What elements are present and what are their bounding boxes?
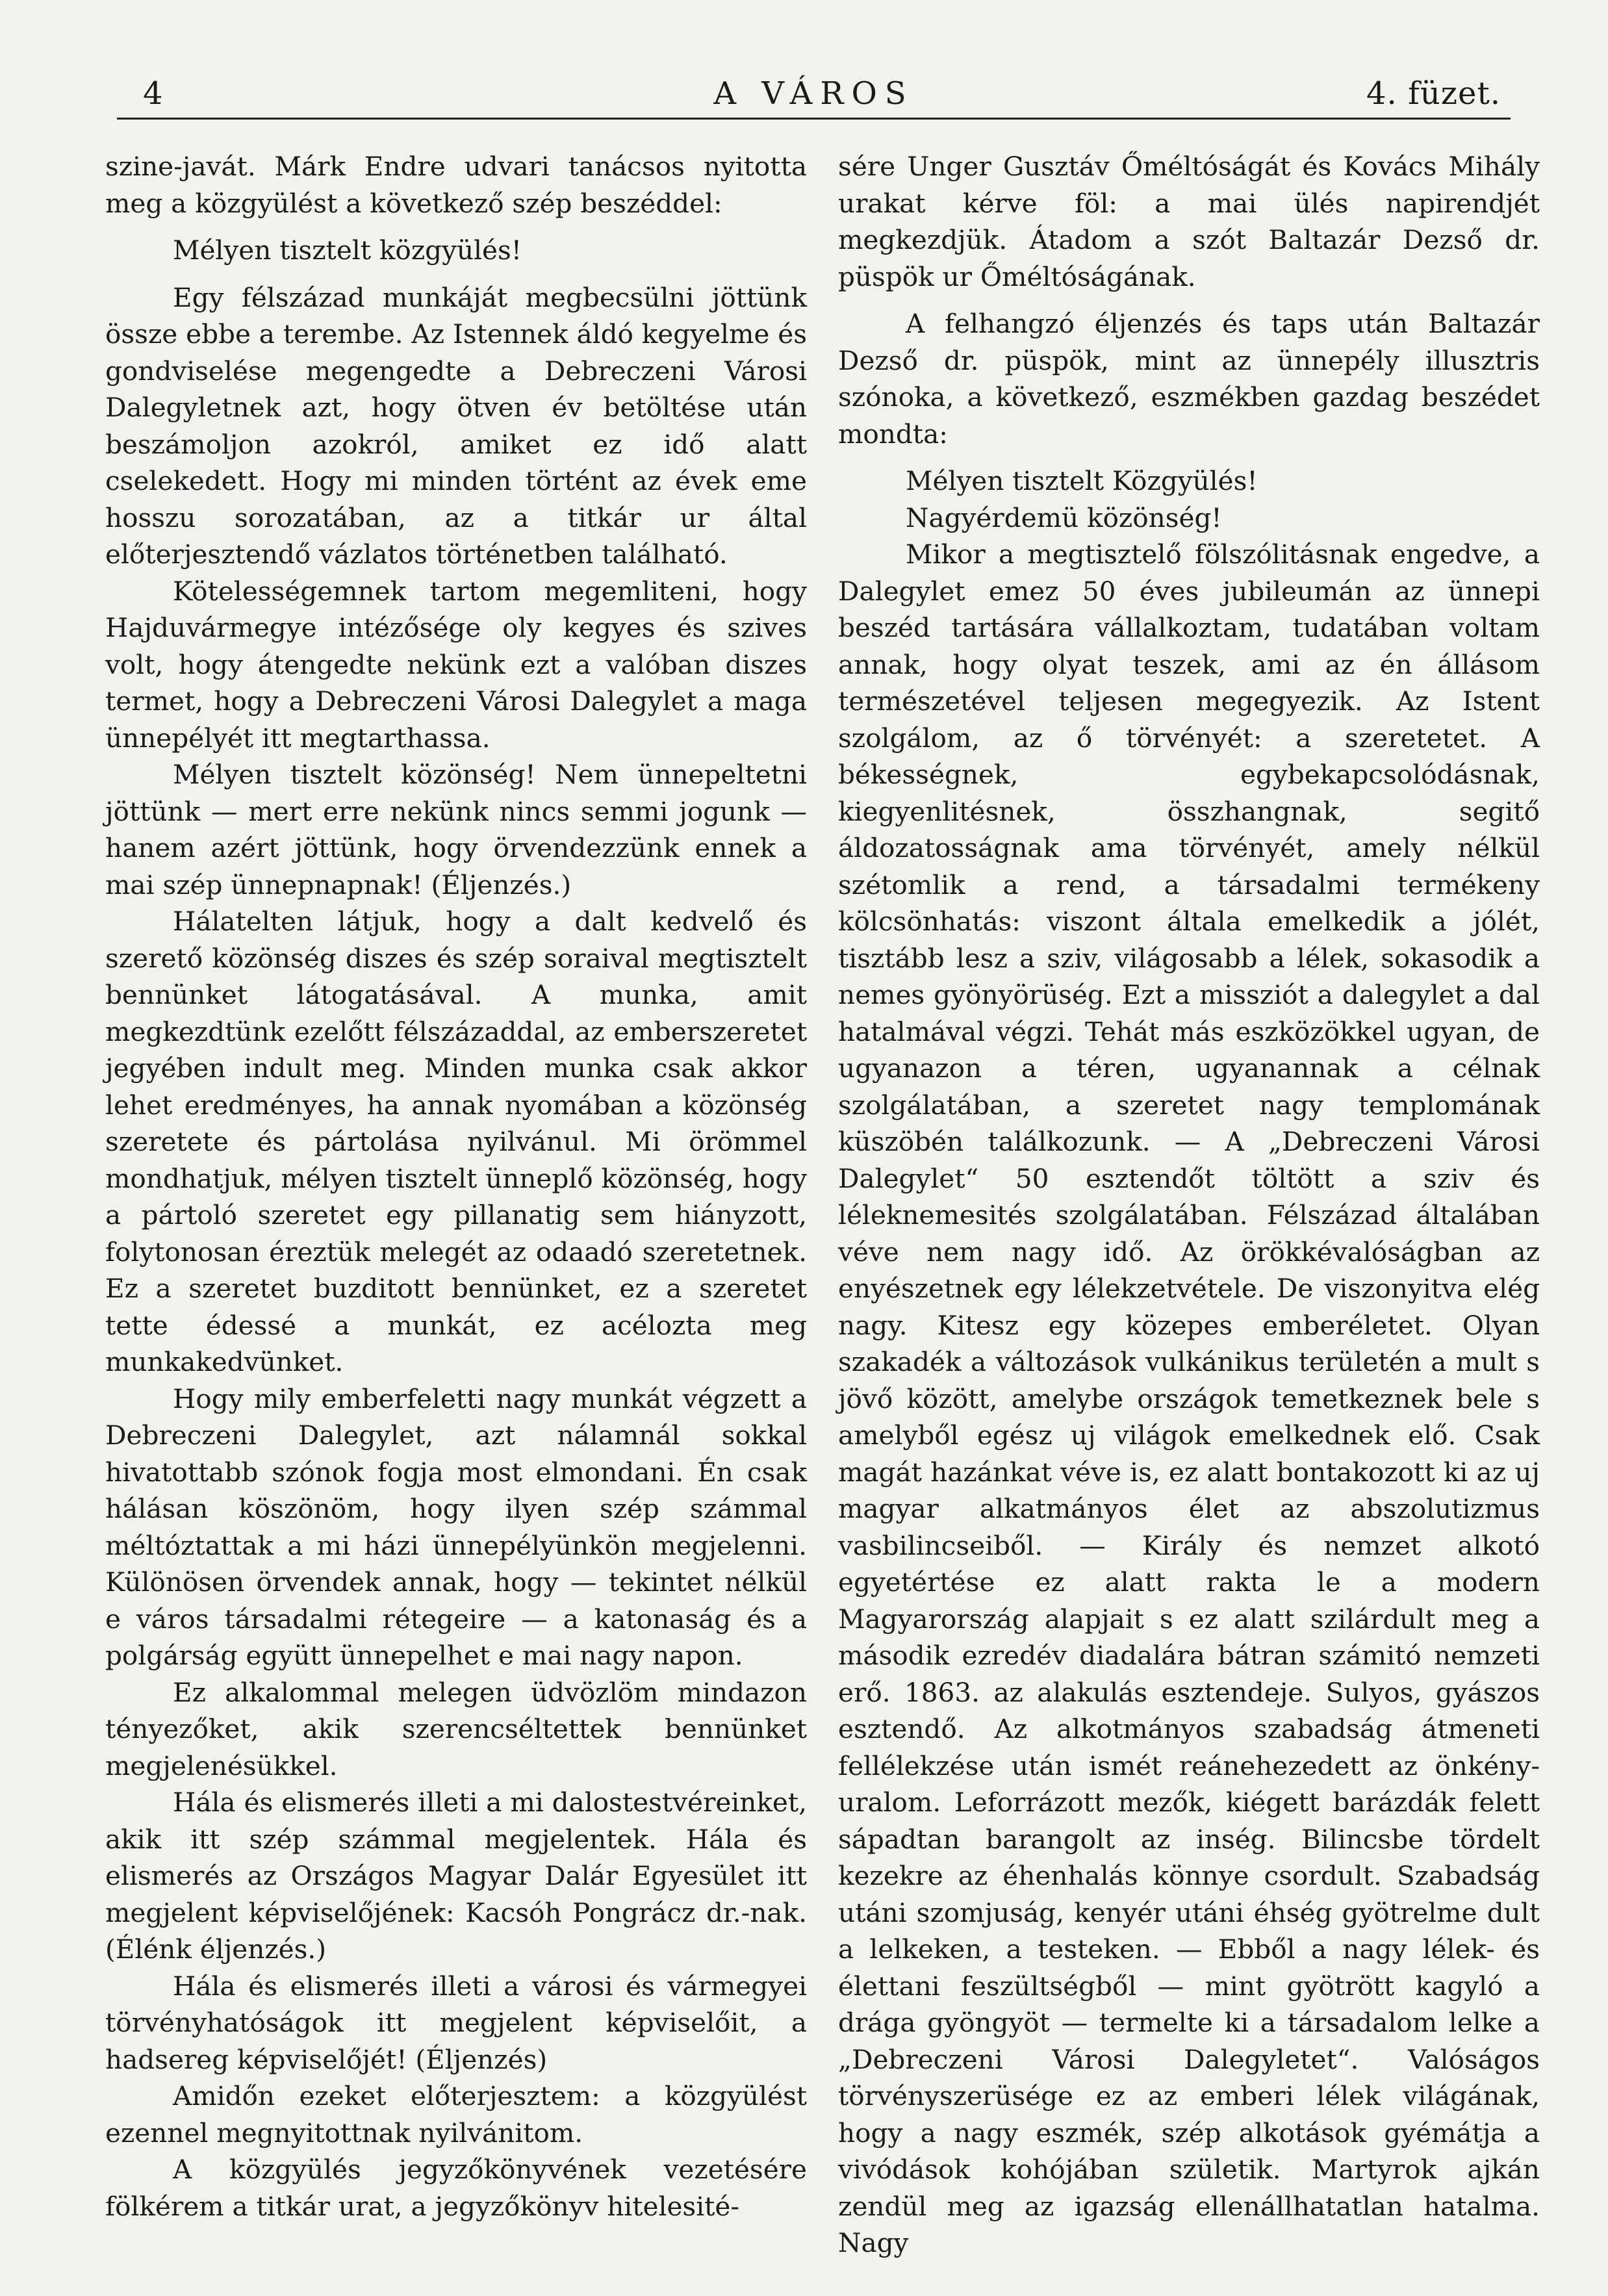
salutation: Mélyen tisztelt közgyülés! [173,235,522,266]
right-column [838,148,1540,2262]
paragraph: Hála és elismerés illeti a mi dalostestvéreinket, akik itt szép számmal megjelentek. Hála és elismerés az Országos Magyar Dalár Egyesület itt megjelent képviselőjének: Kacsóh Pongrácz dr.-nak. (Élénk éljenzés.) [105,1787,807,1965]
page-number: 4 [143,75,164,112]
paragraph: Mélyen tisztelt közönség! Nem ünnepeltetni jöttünk — mert erre nekünk nincs semmi jogunk — hanem azért jöttünk, hogy örvendezzünk ennek a mai szép ünnepnapnak! (Éljenzés.) [105,759,807,900]
header-rule [117,118,1511,120]
left-column [105,148,807,2225]
paragraph: Egy félszázad munkáját megbecsülni jöttünk össze ebbe a terembe. Az Istennek áldó kegyelme és gondviselése megengedte a Debreczeni Városi Dalegyletnek azt, hogy ötven év betöltése után beszámoljon azokról, amiket ez idő alatt cselekedett. Hogy mi minden történt az évek eme hosszu sorozatában, az a titkár ur által előterjesztendő vázlatos történetben található. [105,281,807,570]
paragraph: Hogy mily emberfeletti nagy munkát végzett a Debreczeni Dalegylet, azt nálamnál sokkal hivatottabb szónok fogja most elmondani. Én csak hálásan köszönöm, hogy ilyen szép számmal méltóztattak a mi házi ünnepélyünkön megjelenni. Különösen örvendek annak, hogy — tekintet nélkül e város társadalmi rétegeire — a katonaság és a polgárság együtt ünnepelhet e mai nagy napon. [105,1383,807,1671]
paragraph: Ez alkalommal melegen üdvözlöm mindazon tényezőket, akik szerencséltettek bennünket megjelenésükkel. [105,1676,807,1781]
paragraph: A felhangzó éljenzés és taps után Baltazár Dezső dr. püspök, mint az ünnepély illusztris szónoka, a következő, eszmékben gazdag beszédet mondta: [838,308,1540,450]
paragraph: A közgyülés jegyzőkönyvének vezetésére fölkérem a titkár urat, a jegyzőkönyv hitelesité- [105,2154,807,2222]
running-header [117,73,1511,125]
salutation: Mélyen tisztelt Közgyülés! [906,465,1258,496]
issue-label: 4. füzet. [1366,75,1501,112]
paragraph: Hálatelten látjuk, hogy a dalt kedvelő és szerető közönség diszes és szép soraival megtisztelt bennünket látogatásával. A munka, amit megkezdtünk ezelőtt félszázaddal, az emberszeretet jegyében indult meg. Minden munka csak akkor lehet eredményes, ha annak nyomában a közönség szeretete és pártolása nyilvánul. Mi örömmel mondhatjuk, mélyen tisztelt ünneplő közönség, hogy a pártoló szeretet egy pillanatig sem hiányzott, folytonosan éreztük melegét az odaadó szeretetnek. Ez a szeretet buzditott bennünket, ez a szeretet tette édessé a munkát, ez acélozta meg munkakedvünket. [105,906,807,1377]
paragraph: Mikor a megtisztelő fölszólitásnak engedve, a Dalegylet emez 50 éves jubileumán az ünnepi beszéd tartására vállalkoztam, tudatában voltam annak, hogy olyat teszek, ami az én állásom természetével teljesen megegyezik. Az Istent szolgálom, az ő törvényét: a szeretetet. A békességnek, egybekapcsolódásnak, kiegyenlitésnek, összhangnak, segitő áldozatosságnak ama törvényét, amely nélkül szétomlik a rend, a társadalmi termékeny kölcsönhatás: viszont általa emelkedik a jólét, tisztább lesz a sziv, világosabb a lélek, sokasodik a nemes gyönyörüség. Ezt a missziót a dalegylet a dal hatalmával végzi. Tehát más eszközökkel ugyan, de ugyanazon a téren, ugyanannak a célnak szolgálatában, a szeretet nagy templomának küszöbén találkozunk. — A „Debreczeni Városi Dalegylet“ 50 esztendőt töltött a sziv és léleknemesités szolgálatában. Félszázad általában véve nem nagy idő. Az örökkévalóságban az enyészetnek egy lélekzetvétele. De viszonyitva elég nagy. Kitesz egy közepes emberéletet. Olyan szakadék a változások vulkánikus területén a mult s jövő között, amelybe országok temetkeznek bele s amelyből egész uj világok emelkednek elő. Csak magát hazánkat véve is, ez alatt bontakozott ki az uj magyar alkatmányos élet az abszolutizmus vasbilincseiből. — Király és nemzet alkotó egyetértése ez alatt rakta le a modern Magyarország alapjait s ez alatt szilárdult meg a második ezredév diadalára bátran számitó nemzeti erő. 1863. az alakulás esztendeje. Sulyos, gyászos esztendő. Az alkotmányos szabadság átmeneti fellélekzése után ismét reánehezedett az önkény-uralom. Leforrázott mezők, kiégett barázdák felett sápadtan barangolt az inség. Bilincsbe tördelt kezekre az éhenhalás könnye csordult. Szabadság utáni szomjuság, kenyér utáni éhség gyötrelme dult a lelkeken, a testeken. — Ebből a nagy lélek- és élettani feszültségből — mint gyötrött kagyló a drága gyöngyöt — termelte ki a társadalom lelke a „Debreczeni Városi Dalegyletet“. Valóságos törvényszerüsége ez az emberi lélek világának, hogy a nagy eszmék, szép alkotások gyémátja a vivódások kohójában születik. Martyrok ajkán zendül meg az igazság ellenállhatatlan hatalma. Nagy [838,539,1540,2258]
paragraph: Kötelességemnek tartom megemliteni, hogy Hajduvármegye intézősége oly kegyes és szives volt, hogy átengedte nekünk ezt a valóban diszes termet, hogy a Debreczeni Városi Dalegylet a maga ünnepélyét itt megtarthassa. [105,575,807,754]
paragraph: sére Unger Gusztáv Őméltóságát és Kovács Mihály urakat kérve föl: a mai ülés napirendjét megkezdjük. Átadom a szót Baltazár Dezső dr. püspök ur Őméltóságának. [838,151,1540,292]
salutation: Nagyérdemü közönség! [906,502,1222,533]
paragraph: Hála és elismerés illeti a városi és vármegyei törvényhatóságok itt megjelent képviselőit, a hadsereg képviselőjét! (Éljenzés) [105,1970,807,2075]
paragraph: Amidőn ezeket előterjesztem: a közgyülést ezennel megnyitottnak nyilvánitom. [105,2080,807,2149]
paragraph: szine-javát. Márk Endre udvari tanácsos nyitotta meg a közgyülést a következő szép beszéddel: [105,151,807,219]
journal-title: A VÁROS [713,75,914,112]
